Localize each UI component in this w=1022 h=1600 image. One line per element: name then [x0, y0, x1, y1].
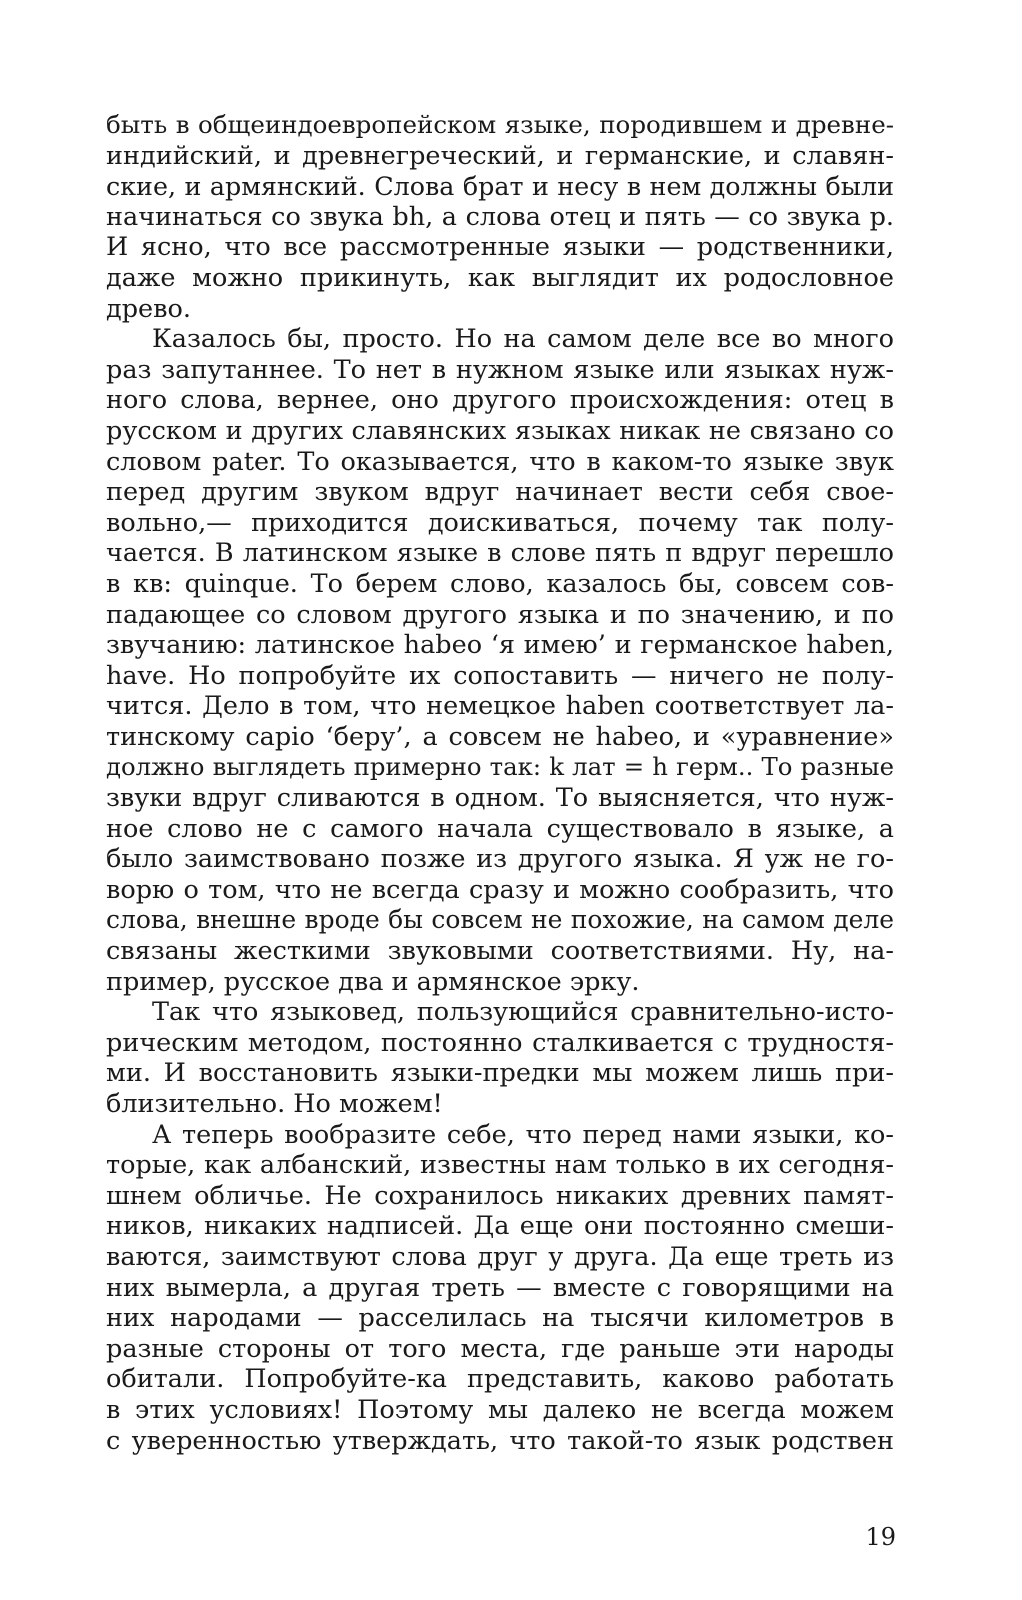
text-line: ские, и армянский. Слова брат и несу в нем должны были [106, 171, 894, 202]
text-line: звуки вдруг сливаются в одном. То выясняется, что нуж- [106, 783, 894, 814]
page-number: 19 [865, 1523, 896, 1551]
text-line: словом pater. То оказывается, что в каком-то языке звук [106, 446, 894, 477]
text-line: с уверенностью утверждать, что такой-то язык родствен [106, 1425, 894, 1456]
text-line: русском и других славянских языках никак не связано со [106, 415, 894, 446]
text-line: раз запутаннее. То нет в нужном языке или языках нуж- [106, 354, 894, 385]
text-line: индийский, и древнегреческий, и германские, и славян- [106, 140, 894, 171]
text-line: ворю о том, что не всегда сразу и можно сообразить, что [106, 874, 894, 905]
text-line: have. Но попробуйте их сопоставить — ничего не полу- [106, 660, 894, 691]
text-line: древо. [106, 293, 191, 324]
text-line: ного слова, вернее, оно другого происхождения: отец в [106, 385, 894, 416]
paragraph-1 [106, 110, 894, 324]
text-line: перед другим звуком вдруг начинает вести себя свое- [106, 477, 894, 508]
text-line: связаны жесткими звуковыми соответствиями. Ну, на- [106, 936, 894, 967]
paragraph-2 [106, 324, 894, 997]
text-line: обитали. Попробуйте-ка представить, каково работать [106, 1364, 894, 1395]
text-line: А теперь вообразите себе, что перед нами языки, ко- [152, 1119, 894, 1150]
text-line: пример, русское два и армянское эрку. [106, 966, 640, 997]
text-line: падающее со словом другого языка и по значению, и по [106, 599, 894, 630]
text-line: звучанию: латинское habeo ‘я имею’ и германское haben, [106, 630, 894, 661]
text-line: чается. В латинском языке в слове пять п вдруг перешло [106, 538, 894, 569]
text-line: тинскому capio ‘беру’, а совсем не habeo, и «уравнение» [106, 721, 894, 752]
text-line: шнем обличье. Не сохранилось никаких древних памят- [106, 1180, 894, 1211]
text-line: Казалось бы, просто. Но на самом деле все во много [152, 324, 894, 355]
text-line: вольно,— приходится доискиваться, почему так полу- [106, 507, 894, 538]
text-line: было заимствовано позже из другого языка. Я уж не го- [106, 844, 894, 875]
text-line: в кв: quinque. То берем слово, казалось бы, совсем сов- [106, 568, 894, 599]
paragraph-4 [106, 1120, 894, 1457]
text-line: быть в общеиндоевропейском языке, породившем и древне- [106, 110, 894, 139]
text-line: близительно. Но можем! [106, 1089, 443, 1119]
text-line: рическим методом, постоянно сталкивается с трудностя- [106, 1027, 894, 1058]
text-line: чится. Дело в том, что немецкое haben соответствует ла- [106, 691, 894, 722]
text-line: них народами — расселилась на тысячи километров в [106, 1303, 894, 1334]
paragraph-3 [106, 997, 894, 1119]
text-line: торые, как албанский, известны нам только в их сегодня- [106, 1150, 894, 1181]
text-line: Так что языковед, пользующийся сравнительно-исто- [152, 997, 894, 1028]
book-page-text [106, 110, 894, 1456]
text-line: ваются, заимствуют слова друг у друга. Да еще треть из [106, 1241, 894, 1272]
text-line: даже можно прикинуть, как выглядит их родословное [106, 262, 894, 293]
text-line: И ясно, что все рассмотренные языки — родственники, [106, 232, 894, 263]
text-line: ное слово не с самого начала существовало в языке, а [106, 813, 894, 844]
text-line: должно выглядеть примерно так: k лат = h герм.. То разные [106, 752, 894, 782]
text-line: в этих условиях! Поэтому мы далеко не всегда можем [106, 1394, 894, 1425]
text-line: слова, внешне вроде бы совсем не похожие, на самом деле [106, 905, 894, 935]
text-line: начинаться со звука bh, а слова отец и пять — со звука р. [106, 201, 894, 232]
text-line: ми. И восстановить языки-предки мы можем лишь при- [106, 1058, 894, 1089]
text-line: ников, никаких надписей. Да еще они постоянно смеши- [106, 1211, 894, 1242]
text-line: них вымерла, а другая треть — вместе с говорящими на [106, 1272, 894, 1303]
text-line: разные стороны от того места, где раньше эти народы [106, 1333, 894, 1364]
